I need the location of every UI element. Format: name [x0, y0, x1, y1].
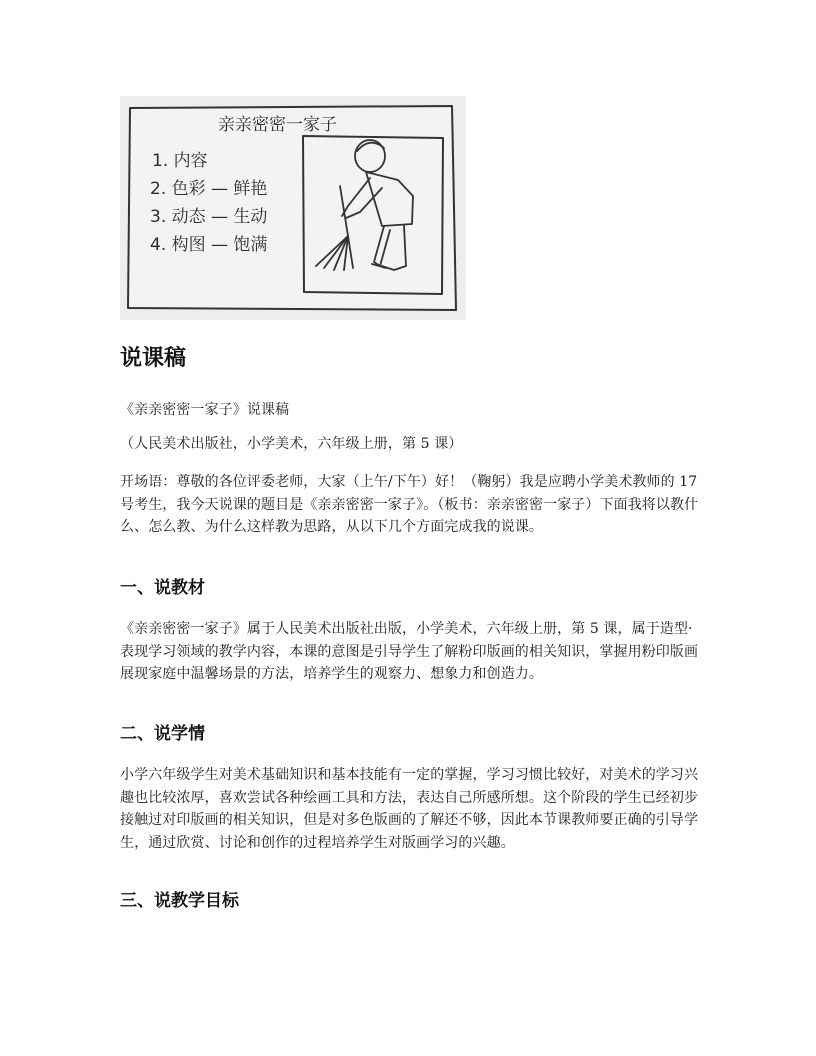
sketch-item: 2. 色彩 — 鲜艳: [150, 179, 268, 199]
publisher-info: （人民美术出版社，小学美术，六年级上册，第 5 课）: [120, 436, 463, 452]
sketch-item: 1. 内容: [152, 151, 208, 171]
section-body: 《亲亲密密一家子》属于人民美术出版社出版，小学美术，六年级上册，第 5 课，属于造型·表现学习领域的教学内容，本课的意图是引导学生了解粉印版画的相关知识，掌握用粉印版画展现家庭中温馨场景的方法，培养学生的观察力、想象力和创造力。: [120, 621, 699, 682]
section-heading: 二、说学情: [120, 724, 205, 744]
sketch-item: 3. 动态 — 生动: [150, 207, 268, 227]
section-heading: 三、说教学目标: [120, 891, 239, 911]
lesson-subtitle: 《亲亲密密一家子》说课稿: [120, 402, 290, 418]
section-body: 小学六年级学生对美术基础知识和基本技能有一定的掌握，学习习惯比较好，对美术的学习兴趣也比较浓厚，喜欢尝试各种绘画工具和方法，表达自己所感所想。这个阶段的学生已经初步接触过对印版画的相关知识，但是对多色版画的了解还不够，因此本节课教师要正确的引导学生，通过欣赏、讨论和创作的过程培养学生对版画学习的兴趣。: [120, 767, 699, 851]
opening-paragraph: 开场语：尊敬的各位评委老师，大家（上午/下午）好！（鞠躬）我是应聘小学美术教师的 17 号考生，我今天说课的题目是《亲亲密密一家子》。（板书：亲亲密密一家子）下面我将以教什么、怎么教、为什么这样教为思路，从以下几个方面完成我的说课。: [120, 474, 699, 535]
sketch-title: 亲亲密密一家子: [218, 115, 337, 135]
sketch-item: 4. 构图 — 饱满: [150, 235, 268, 255]
section-heading: 一、说教材: [120, 578, 205, 598]
blackboard-sketch-image: [120, 96, 466, 320]
document-title: 说课稿: [120, 346, 187, 371]
